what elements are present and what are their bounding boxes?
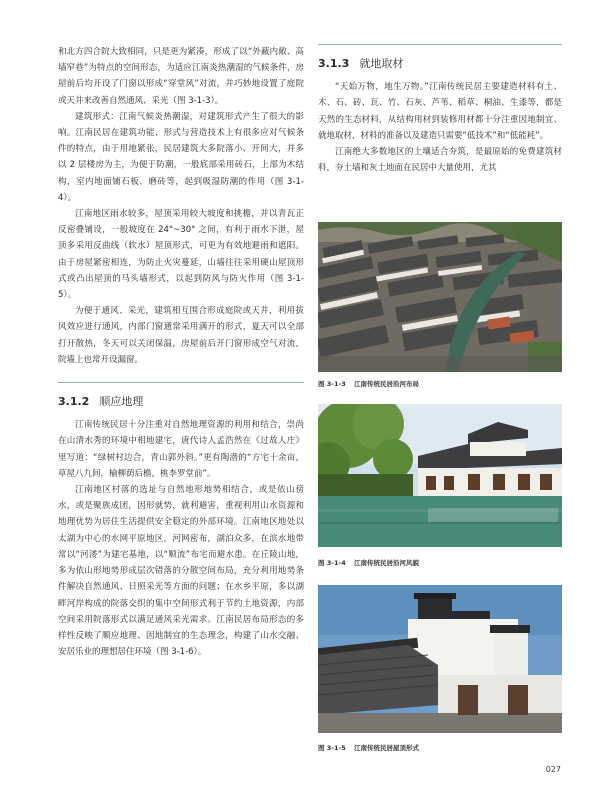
figure-number: 图 3-1-4 bbox=[318, 559, 346, 567]
paragraph: 建筑形式：江南气候炎热潮湿，对建筑形式产生了很大的影响。江南民居在建筑功能、形式与营造技术上有很多应对气候条件的特点，由于用地紧张，民居建筑大多院落小、开间大，并多以 2 层楼房为主，为便于防潮，一般底部采用砖石，上部为木结构，室内地面铺石板、磨砖等，起到吸湿防潮的作用（图 3-1-4）。 bbox=[58, 111, 304, 203]
section-title: 就地取材 bbox=[359, 57, 404, 70]
right-column bbox=[318, 44, 562, 176]
figure-caption-text: 江南传统民居屋顶形式 bbox=[354, 744, 419, 752]
figure-roof-photo bbox=[318, 585, 562, 733]
paragraph: 和北方四合院大致相同，只是更为紧凑，形成了以“外蔽内敞、高墙窄巷”为特点的空间形态，为适应江南炎热潮湿的气候条件，房屋前后均开设了门窗以形成“穿堂风”对流，并巧妙地设置了庭院或天井来改善自然通风、采光（图 3-1-3）。 bbox=[58, 47, 304, 106]
paragraph: “天始万物，地生万物。”江南传统民居主要建造材料有土、木、石、砖、瓦、竹、石灰、芦苇、稻草、桐油、生漆等，都是天然的生态材料，从结构用材到装修用材都十分注重因地制宜、就地取材，材料的准备以及建造只需要“低技术”和“低能耗”。 bbox=[318, 82, 562, 141]
figure-caption bbox=[318, 558, 419, 567]
section-number: 3.1.2 bbox=[58, 395, 90, 409]
section-number: 3.1.3 bbox=[318, 57, 350, 70]
paragraph: 江南绝大多数地区的土壤适合夯筑，是最原始的免费建筑材料，夯土墙和灰土地面在民居中大量使用，尤其 bbox=[318, 147, 562, 174]
section-heading-3-1-3 bbox=[318, 44, 562, 72]
paragraph: 江南传统民居十分注重对自然地理资源的利用和结合，崇尚在山清水秀的环境中相地建宅，唐代诗人孟浩然在《过故人庄》里写道：“绿树村边合，青山郭外斜。”更有陶潜的“方宅十余亩，草屋八九间，榆柳荫后檐，桃李罗堂前”。 bbox=[58, 420, 304, 479]
figure-number: 图 3-1-3 bbox=[318, 380, 346, 388]
figure-number: 图 3-1-5 bbox=[318, 744, 346, 752]
figure-aerial-town-photo bbox=[318, 222, 562, 372]
figure-caption bbox=[318, 379, 419, 388]
page-number: 027 bbox=[545, 765, 561, 774]
figure-caption-text: 江南传统民居沿河布局 bbox=[354, 380, 419, 388]
figure-caption bbox=[318, 743, 419, 752]
section-title: 顺应地理 bbox=[99, 395, 144, 409]
paragraph: 江南地区村落的选址与自然地形地势相结合，或是依山傍水，或是聚族成团，因形就势，就利避害，重视利用山水资源和地理优势为居住生活提供安全稳定的外部环境。江南地区地处以太湖为中心的水网平原地区，河网密布，湖泊众多，在滨水地带常以“河溇”为建宅基地，以“顺流”布宅而避水患。在丘陵山地，多为依山形地势形成层次错落的分散空间布局，充分利用地势条件解决自然通风、日照采光等方面的问题；在水乡平原，多以湖畔河岸构成的院落交织的集中空间形式利于节约土地资源，内部空间采用院落形式以满足通风采光需求。江南民居布局形态的多样性反映了顺应地理、因地制宜的生态理念，构建了山水交融、安居乐业的理想居住环境（图 3-1-6）。 bbox=[58, 485, 304, 658]
section-heading-3-1-2 bbox=[58, 382, 304, 410]
figure-caption-text: 江南传统民居沿河风貌 bbox=[354, 559, 419, 567]
paragraph: 为便于通风、采光，建筑相互围合形成庭院或天井，利用拔风效应进行通风，内部门窗通常采用满开的形式，夏天可以全部打开散热，冬天可以关闭保温，房屋前后开门窗形成空气对流，院墙上也常开设漏窗。 bbox=[58, 306, 304, 365]
paragraph: 江南地区雨水较多，屋顶采用较大坡度和挑檐，并以青瓦正反密叠铺设，一般坡度在 24°~30° 之间，有利于雨水下泄，屋顶多采用反曲线（软水）屋顶形式，可更为有效地避雨和遮阳。由于房屋紧密相连，为防止火灾蔓延，山墙往往采用硬山屋顶形式或凸出屋顶的马头墙形式，以起到防风与防火作用（图 3-1-5）。 bbox=[58, 209, 304, 301]
left-column bbox=[58, 44, 304, 660]
figure-riverside-photo bbox=[318, 404, 562, 547]
